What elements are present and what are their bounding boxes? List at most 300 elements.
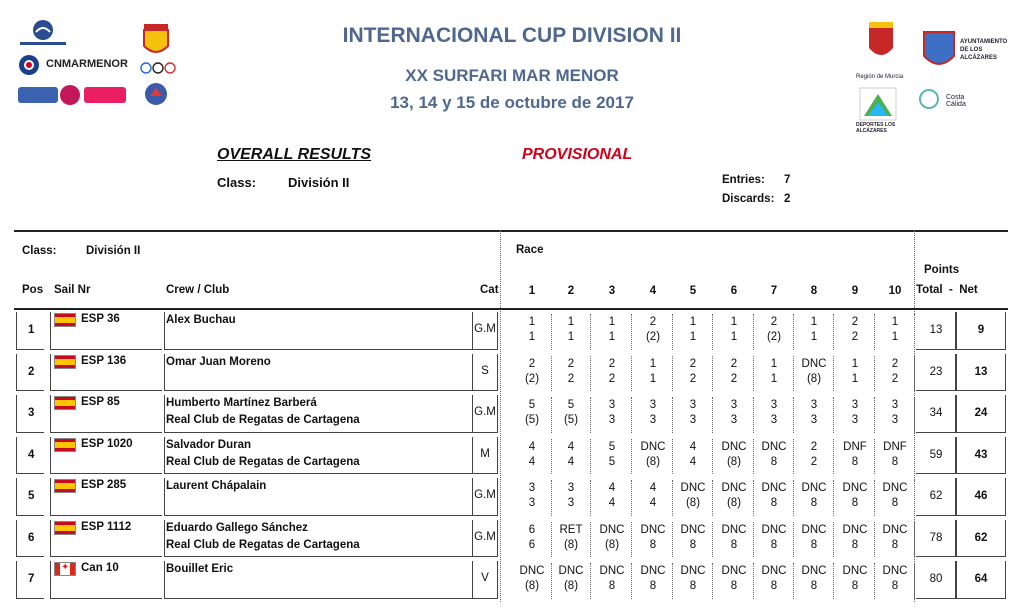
race-cell-divider xyxy=(914,356,915,392)
race-4-points: 8 xyxy=(649,538,657,551)
race-3-points: 8 xyxy=(608,580,616,592)
race-2-points: 3 xyxy=(567,497,575,509)
row-category: V xyxy=(481,572,489,584)
race-cell-divider xyxy=(793,397,794,433)
row-club-name: Real Club de Regatas de Cartagena xyxy=(166,414,360,426)
race-3-points: 2 xyxy=(608,372,616,385)
race-cell-divider xyxy=(753,314,754,350)
race-6-score: DNC xyxy=(721,565,747,577)
race-cell-divider xyxy=(793,563,794,599)
race-9-score: DNC xyxy=(842,565,868,577)
race-cell-divider xyxy=(631,356,632,392)
row-category: G.M xyxy=(474,323,496,335)
col-race-3: 3 xyxy=(608,285,616,297)
race-4-points: 3 xyxy=(649,414,657,426)
row-position: 5 xyxy=(28,490,35,502)
race-cell-divider xyxy=(590,522,591,558)
race-4-points: 1 xyxy=(649,372,657,385)
race-9-points: 8 xyxy=(851,580,859,592)
race-5-score: 1 xyxy=(689,316,697,328)
event-title: INTERNACIONAL CUP DIVISION II xyxy=(342,24,682,47)
col-race-6: 6 xyxy=(730,285,738,297)
col-race-2: 2 xyxy=(567,285,575,297)
race-cell-divider xyxy=(712,563,713,599)
table-class-label: Class: xyxy=(22,245,57,257)
race-2-points: 2 xyxy=(567,372,575,385)
row-category: G.M xyxy=(474,489,496,501)
race-8-points: 8 xyxy=(810,497,818,509)
region-murcia-text: Región de Murcia xyxy=(856,74,904,80)
race-2-points: (8) xyxy=(563,538,579,551)
race-10-points: 8 xyxy=(891,497,899,509)
race-7-score: DNC xyxy=(761,440,787,453)
col-pos: Pos xyxy=(22,284,44,296)
race-2-points: 4 xyxy=(567,455,575,468)
race-cell-divider xyxy=(551,397,552,433)
col-race-5: 5 xyxy=(689,285,697,297)
race-cell-divider xyxy=(833,439,834,475)
race-cell-divider xyxy=(672,397,673,433)
race-9-points: 2 xyxy=(851,331,859,343)
row-position: 6 xyxy=(28,531,35,544)
race-4-score: DNC xyxy=(640,565,666,577)
row-crew-name: Bouillet Eric xyxy=(166,563,234,575)
row-net: 62 xyxy=(974,531,988,544)
col-race-7: 7 xyxy=(770,285,778,297)
race-6-score: DNC xyxy=(721,440,747,453)
race-8-points: (8) xyxy=(806,372,822,385)
entries-value: 7 xyxy=(784,174,791,186)
race-cell-divider xyxy=(874,522,875,558)
race-cell-divider xyxy=(712,314,713,350)
race-6-score: 3 xyxy=(730,399,738,411)
race-2-points: (8) xyxy=(563,580,579,592)
row-crew-name: Humberto Martínez Barberá xyxy=(166,397,317,409)
row-position: 7 xyxy=(28,573,35,585)
race-3-points: 1 xyxy=(608,331,616,343)
race-9-score: DNF xyxy=(843,440,867,453)
race-3-score: 3 xyxy=(608,399,616,411)
race-1-score: 6 xyxy=(528,523,536,536)
race-cell-divider xyxy=(631,563,632,599)
race-8-points: 8 xyxy=(810,538,818,551)
results-table xyxy=(14,230,1008,602)
race-cell-divider xyxy=(590,314,591,350)
race-1-score: DNC xyxy=(519,565,545,577)
race-3-points: (8) xyxy=(604,538,620,551)
race-cell-divider xyxy=(753,480,754,516)
race-cell-divider xyxy=(874,439,875,475)
race-4-points: 8 xyxy=(649,580,657,592)
spain-flag-icon xyxy=(54,479,76,493)
race-6-points: 3 xyxy=(730,414,738,426)
race-8-points: 2 xyxy=(810,455,818,468)
race-2-score: 4 xyxy=(567,440,575,453)
race-4-score: 3 xyxy=(649,399,657,411)
spain-flag-icon xyxy=(54,396,76,410)
race-4-points: (8) xyxy=(645,455,661,468)
race-10-score: 2 xyxy=(891,357,899,370)
row-crew-name: Laurent Chápalain xyxy=(166,480,267,492)
race-cell-divider xyxy=(753,563,754,599)
race-cell-divider xyxy=(590,480,591,516)
race-cell-divider xyxy=(753,522,754,558)
race-7-score: 2 xyxy=(770,316,778,328)
discards-info xyxy=(722,193,791,205)
race-1-score: 1 xyxy=(528,316,536,328)
row-total: 62 xyxy=(929,490,943,502)
row-sail-number: ESP 1020 xyxy=(81,437,133,450)
race-2-score: 1 xyxy=(567,316,575,328)
col-cat: Cat xyxy=(480,284,499,296)
race-7-points: 1 xyxy=(770,372,778,385)
race-cell-divider xyxy=(631,522,632,558)
race-6-points: (8) xyxy=(726,497,742,509)
race-cell-divider xyxy=(551,522,552,558)
race-cell-divider xyxy=(833,397,834,433)
race-3-score: DNC xyxy=(599,565,625,577)
race-3-score: 2 xyxy=(608,357,616,370)
row-position: 3 xyxy=(28,407,35,419)
row-total: 59 xyxy=(929,448,943,461)
race-3-score: 1 xyxy=(608,316,616,328)
provisional-label: PROVISIONAL xyxy=(522,146,633,163)
race-5-points: (8) xyxy=(685,497,701,509)
race-cell-divider xyxy=(551,314,552,350)
header-bottom-border xyxy=(14,308,1008,310)
cnmarmenor-text: CNMARMENOR xyxy=(46,58,128,70)
race-cell-divider xyxy=(712,522,713,558)
race-cell-divider xyxy=(914,563,915,599)
costa-calida-text: Costa Cálida xyxy=(946,94,966,108)
race-10-points: 8 xyxy=(891,455,899,468)
race-label: Race xyxy=(516,244,544,256)
col-race-4: 4 xyxy=(649,285,657,297)
race-6-points: 1 xyxy=(730,331,738,343)
col-total-net: Total - Net xyxy=(916,284,978,296)
race-10-score: DNC xyxy=(882,482,908,494)
row-club-name: Real Club de Regatas de Cartagena xyxy=(166,455,360,468)
race-5-score: 3 xyxy=(689,399,697,411)
row-club-name: Real Club de Regatas de Cartagena xyxy=(166,538,360,551)
race-7-points: 8 xyxy=(770,538,778,551)
race-4-score: DNC xyxy=(640,440,666,453)
race-5-points: 2 xyxy=(689,372,697,385)
entries-info xyxy=(722,174,791,186)
race-9-points: 8 xyxy=(851,538,859,551)
race-9-score: DNC xyxy=(842,523,868,536)
row-net: 64 xyxy=(974,573,988,585)
race-5-score: DNC xyxy=(680,482,706,494)
race-cell-divider xyxy=(551,356,552,392)
race-2-points: (5) xyxy=(563,414,579,426)
row-sail-number: ESP 1112 xyxy=(81,520,132,533)
race-cell-divider xyxy=(672,522,673,558)
race-2-points: 1 xyxy=(567,331,575,343)
row-total: 78 xyxy=(929,531,943,544)
race-8-score: DNC xyxy=(801,357,827,370)
row-sail-number: ESP 136 xyxy=(81,354,127,367)
race-cell-divider xyxy=(672,356,673,392)
race-9-score: DNC xyxy=(842,482,868,494)
race-cell-divider xyxy=(874,397,875,433)
race-cell-divider xyxy=(753,397,754,433)
race-10-score: 1 xyxy=(891,316,899,328)
race-7-score: 1 xyxy=(770,357,778,370)
race-10-score: DNF xyxy=(883,440,907,453)
row-position: 4 xyxy=(28,448,35,461)
race-9-points: 8 xyxy=(851,497,859,509)
spain-flag-icon xyxy=(54,313,76,327)
race-9-score: 3 xyxy=(851,399,859,411)
race-7-points: 8 xyxy=(770,580,778,592)
race-cell-divider xyxy=(672,314,673,350)
race-4-score: 1 xyxy=(649,357,657,370)
race-cell-divider xyxy=(631,439,632,475)
race-7-score: 3 xyxy=(770,399,778,411)
entries-label: Entries: xyxy=(722,174,765,186)
race-6-points: 8 xyxy=(730,538,738,551)
race-7-points: (2) xyxy=(766,331,782,343)
race-cell-divider xyxy=(631,397,632,433)
row-net: 24 xyxy=(974,407,988,419)
race-cell-divider xyxy=(914,522,915,558)
race-cell-divider xyxy=(551,563,552,599)
class-value: División II xyxy=(288,175,350,190)
race-6-score: DNC xyxy=(721,482,747,494)
race-10-points: 8 xyxy=(891,538,899,551)
race-1-points: 6 xyxy=(528,538,536,551)
spain-flag-icon xyxy=(54,521,76,535)
race-10-score: 3 xyxy=(891,399,899,411)
race-cell-divider xyxy=(753,439,754,475)
race-cell-divider xyxy=(590,439,591,475)
race-cell-divider xyxy=(874,563,875,599)
race-4-score: DNC xyxy=(640,523,666,536)
race-1-points: 4 xyxy=(528,455,536,468)
row-category: M xyxy=(480,447,490,460)
race-cell-divider xyxy=(712,356,713,392)
col-race-10: 10 xyxy=(888,285,902,297)
race-cell-divider xyxy=(793,522,794,558)
race-cell-divider xyxy=(590,563,591,599)
discards-value: 2 xyxy=(784,193,791,205)
row-net: 46 xyxy=(974,490,988,502)
ayuntamiento-text: AYUNTAMIENTO DE LOS ALCÁZARES xyxy=(960,39,1008,61)
deportes-text: DEPORTES LOS ALCÁZARES xyxy=(856,122,896,134)
race-cell-divider xyxy=(793,356,794,392)
spain-flag-icon xyxy=(54,355,76,369)
race-8-score: 1 xyxy=(810,316,818,328)
race-cell-divider xyxy=(833,563,834,599)
row-net: 43 xyxy=(974,448,988,461)
row-position: 1 xyxy=(28,324,35,336)
race-1-score: 4 xyxy=(528,440,536,453)
race-7-score: DNC xyxy=(761,482,787,494)
row-sail-number: ESP 285 xyxy=(81,479,127,491)
race-8-score: DNC xyxy=(801,482,827,494)
race-5-points: 1 xyxy=(689,331,697,343)
row-crew-name: Alex Buchau xyxy=(166,314,236,326)
race-cell-divider xyxy=(833,522,834,558)
race-cell-divider xyxy=(914,314,915,350)
race-cell-divider xyxy=(793,480,794,516)
race-cell-divider xyxy=(551,439,552,475)
race-3-score: DNC xyxy=(599,523,625,536)
race-4-score: 4 xyxy=(649,482,657,494)
race-6-score: 2 xyxy=(730,357,738,370)
race-3-points: 5 xyxy=(608,455,616,468)
row-category: S xyxy=(481,364,489,377)
class-label: Class: xyxy=(217,175,257,190)
discards-label: Discards: xyxy=(722,193,775,205)
race-6-points: 2 xyxy=(730,372,738,385)
race-4-score: 2 xyxy=(649,316,657,328)
row-category: G.M xyxy=(474,406,496,418)
race-3-points: 4 xyxy=(608,497,616,509)
race-8-points: 1 xyxy=(810,331,818,343)
race-cell-divider xyxy=(833,314,834,350)
race-1-points: (5) xyxy=(524,414,540,426)
race-5-points: 8 xyxy=(689,538,697,551)
race-7-points: 8 xyxy=(770,455,778,468)
race-5-score: DNC xyxy=(680,523,706,536)
race-cell-divider xyxy=(551,480,552,516)
row-total: 23 xyxy=(929,365,943,378)
race-7-score: DNC xyxy=(761,565,787,577)
race-10-points: 2 xyxy=(891,372,899,385)
event-dates: 13, 14 y 15 de octubre de 2017 xyxy=(390,93,634,112)
race-1-score: 5 xyxy=(528,399,536,411)
race-divider-left xyxy=(500,230,501,602)
race-9-score: 1 xyxy=(851,357,859,370)
race-2-score: DNC xyxy=(558,565,584,577)
row-sail-number: Can 10 xyxy=(81,562,119,574)
row-crew-name: Eduardo Gallego Sánchez xyxy=(166,521,308,534)
race-cell-divider xyxy=(753,356,754,392)
row-sail-number: ESP 36 xyxy=(81,313,120,325)
race-5-score: 4 xyxy=(689,440,697,453)
race-cell-divider xyxy=(793,439,794,475)
race-3-points: 3 xyxy=(608,414,616,426)
race-4-points: (2) xyxy=(645,331,661,343)
race-cell-divider xyxy=(914,480,915,516)
race-cell-divider xyxy=(833,480,834,516)
row-net: 13 xyxy=(974,365,988,378)
race-5-score: 2 xyxy=(689,357,697,370)
race-8-score: 3 xyxy=(810,399,818,411)
race-8-score: DNC xyxy=(801,565,827,577)
event-subtitle: XX SURFARI MAR MENOR xyxy=(405,66,619,85)
race-cell-divider xyxy=(672,439,673,475)
race-2-score: RET xyxy=(559,523,583,536)
col-race-8: 8 xyxy=(810,285,818,297)
race-6-score: 1 xyxy=(730,316,738,328)
race-9-points: 1 xyxy=(851,372,859,385)
race-cell-divider xyxy=(874,356,875,392)
race-2-score: 2 xyxy=(567,357,575,370)
race-cell-divider xyxy=(590,356,591,392)
race-1-points: 1 xyxy=(528,331,536,343)
row-net: 9 xyxy=(977,324,985,336)
race-cell-divider xyxy=(833,356,834,392)
race-7-points: 3 xyxy=(770,414,778,426)
race-cell-divider xyxy=(712,397,713,433)
race-1-points: 3 xyxy=(528,497,536,509)
race-cell-divider xyxy=(590,397,591,433)
col-race-9: 9 xyxy=(851,285,859,297)
race-8-score: DNC xyxy=(801,523,827,536)
race-cell-divider xyxy=(874,314,875,350)
race-1-score: 3 xyxy=(528,482,536,494)
race-cell-divider xyxy=(672,563,673,599)
race-6-points: (8) xyxy=(726,455,742,468)
table-top-border xyxy=(14,230,1008,232)
race-5-points: 8 xyxy=(689,580,697,592)
race-2-score: 5 xyxy=(567,399,575,411)
race-9-points: 8 xyxy=(851,455,859,468)
race-10-points: 8 xyxy=(891,580,899,592)
race-cell-divider xyxy=(874,480,875,516)
race-3-score: 4 xyxy=(608,482,616,494)
race-10-points: 1 xyxy=(891,331,899,343)
row-category: G.M xyxy=(474,530,496,543)
race-1-score: 2 xyxy=(528,357,536,370)
race-7-points: 8 xyxy=(770,497,778,509)
overall-results-heading: OVERALL RESULTS xyxy=(217,146,372,163)
race-3-score: 5 xyxy=(608,440,616,453)
race-8-points: 3 xyxy=(810,414,818,426)
race-9-score: 2 xyxy=(851,316,859,328)
race-6-score: DNC xyxy=(721,523,747,536)
spain-flag-icon xyxy=(54,438,76,452)
col-crew-club: Crew / Club xyxy=(166,284,230,296)
race-cell-divider xyxy=(631,480,632,516)
race-8-points: 8 xyxy=(810,580,818,592)
race-cell-divider xyxy=(672,480,673,516)
race-10-points: 3 xyxy=(891,414,899,426)
row-crew-name: Omar Juan Moreno xyxy=(166,355,271,368)
row-crew-name: Salvador Duran xyxy=(166,438,251,451)
race-cell-divider xyxy=(914,439,915,475)
canada-flag-icon xyxy=(54,562,76,576)
race-10-score: DNC xyxy=(882,523,908,536)
race-1-points: (8) xyxy=(524,580,540,592)
points-label: Points xyxy=(924,264,960,276)
row-sail-number: ESP 85 xyxy=(81,396,120,408)
race-4-points: 4 xyxy=(649,497,657,509)
race-cell-divider xyxy=(914,397,915,433)
row-total: 13 xyxy=(929,324,943,336)
race-5-points: 3 xyxy=(689,414,697,426)
row-total: 34 xyxy=(929,407,943,419)
race-5-points: 4 xyxy=(689,455,697,468)
col-race-1: 1 xyxy=(528,285,536,297)
race-2-score: 3 xyxy=(567,482,575,494)
race-8-score: 2 xyxy=(810,440,818,453)
col-sail-nr: Sail Nr xyxy=(54,284,91,296)
race-1-points: (2) xyxy=(524,372,540,385)
row-total: 80 xyxy=(929,573,943,585)
race-cell-divider xyxy=(631,314,632,350)
race-10-score: DNC xyxy=(882,565,908,577)
race-6-points: 8 xyxy=(730,580,738,592)
table-class-value: División II xyxy=(86,245,141,257)
race-7-score: DNC xyxy=(761,523,787,536)
race-cell-divider xyxy=(712,480,713,516)
race-9-points: 3 xyxy=(851,414,859,426)
race-cell-divider xyxy=(793,314,794,350)
